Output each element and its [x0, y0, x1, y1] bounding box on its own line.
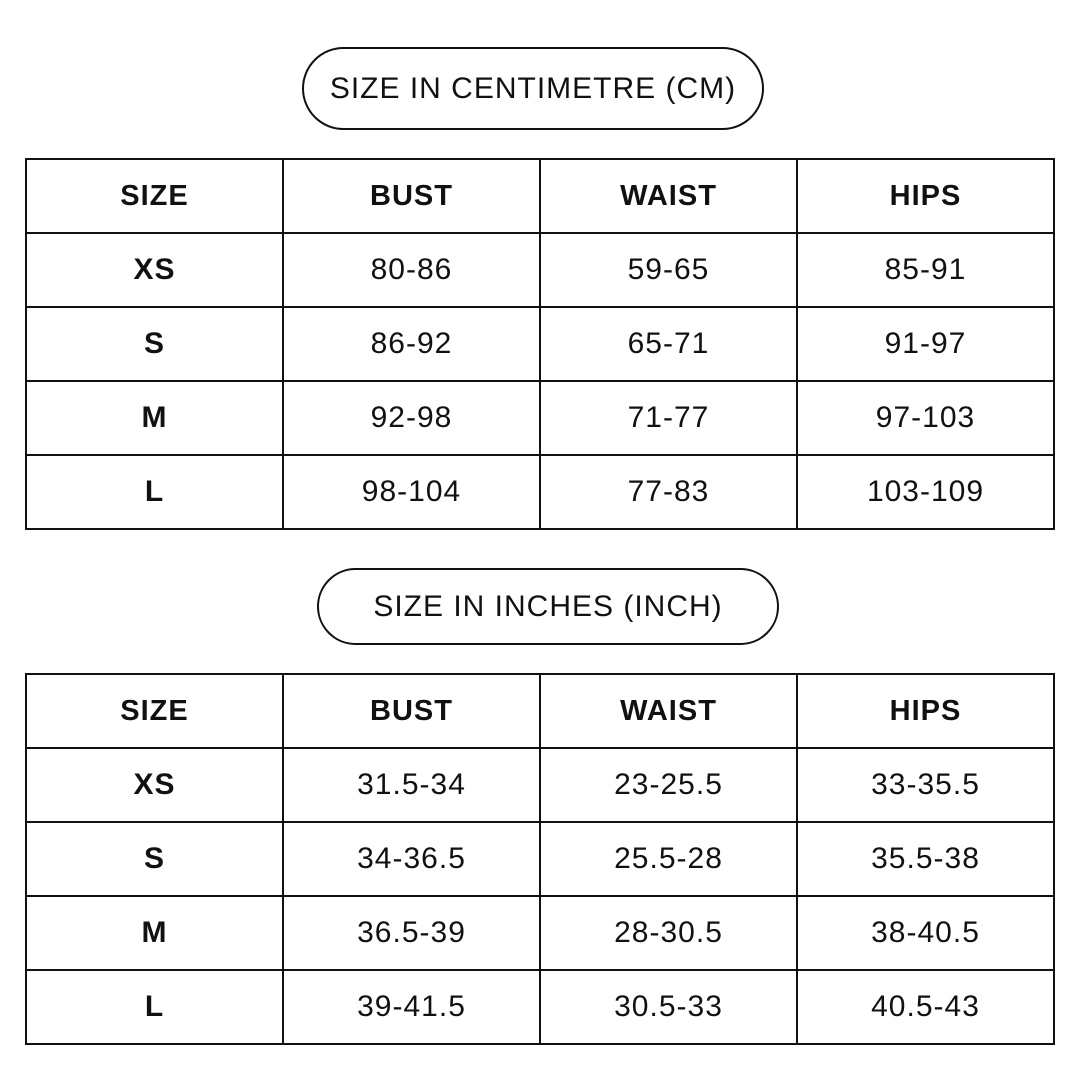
bust-value: 34-36.5 — [283, 822, 540, 896]
table-row — [26, 896, 1054, 970]
header-size: SIZE — [26, 159, 283, 233]
waist-value: 59-65 — [540, 233, 797, 307]
size-label: XS — [26, 748, 283, 822]
bust-value: 39-41.5 — [283, 970, 540, 1044]
table-header-row — [26, 159, 1054, 233]
waist-value: 71-77 — [540, 381, 797, 455]
hips-value: 38-40.5 — [797, 896, 1054, 970]
table-row — [26, 233, 1054, 307]
header-waist: WAIST — [540, 159, 797, 233]
header-size: SIZE — [26, 674, 283, 748]
waist-value: 30.5-33 — [540, 970, 797, 1044]
header-hips: HIPS — [797, 159, 1054, 233]
table-row — [26, 381, 1054, 455]
table-row — [26, 748, 1054, 822]
table-row — [26, 307, 1054, 381]
bust-value: 80-86 — [283, 233, 540, 307]
table-row — [26, 455, 1054, 529]
size-label: L — [26, 970, 283, 1044]
header-bust: BUST — [283, 674, 540, 748]
inches-section-title: SIZE IN INCHES (INCH) — [317, 568, 779, 645]
size-label: M — [26, 896, 283, 970]
centimetre-section-title: SIZE IN CENTIMETRE (CM) — [302, 47, 764, 130]
waist-value: 28-30.5 — [540, 896, 797, 970]
hips-value: 40.5-43 — [797, 970, 1054, 1044]
hips-value: 97-103 — [797, 381, 1054, 455]
size-label: XS — [26, 233, 283, 307]
waist-value: 23-25.5 — [540, 748, 797, 822]
size-label: S — [26, 307, 283, 381]
hips-value: 85-91 — [797, 233, 1054, 307]
table-row — [26, 970, 1054, 1044]
centimetre-size-table — [25, 158, 1055, 530]
table-header-row — [26, 674, 1054, 748]
size-label: L — [26, 455, 283, 529]
waist-value: 25.5-28 — [540, 822, 797, 896]
bust-value: 36.5-39 — [283, 896, 540, 970]
inches-size-table — [25, 673, 1055, 1045]
bust-value: 98-104 — [283, 455, 540, 529]
hips-value: 91-97 — [797, 307, 1054, 381]
hips-value: 35.5-38 — [797, 822, 1054, 896]
header-bust: BUST — [283, 159, 540, 233]
table-row — [26, 822, 1054, 896]
size-label: M — [26, 381, 283, 455]
bust-value: 92-98 — [283, 381, 540, 455]
hips-value: 103-109 — [797, 455, 1054, 529]
header-waist: WAIST — [540, 674, 797, 748]
size-label: S — [26, 822, 283, 896]
waist-value: 65-71 — [540, 307, 797, 381]
header-hips: HIPS — [797, 674, 1054, 748]
bust-value: 86-92 — [283, 307, 540, 381]
bust-value: 31.5-34 — [283, 748, 540, 822]
hips-value: 33-35.5 — [797, 748, 1054, 822]
waist-value: 77-83 — [540, 455, 797, 529]
